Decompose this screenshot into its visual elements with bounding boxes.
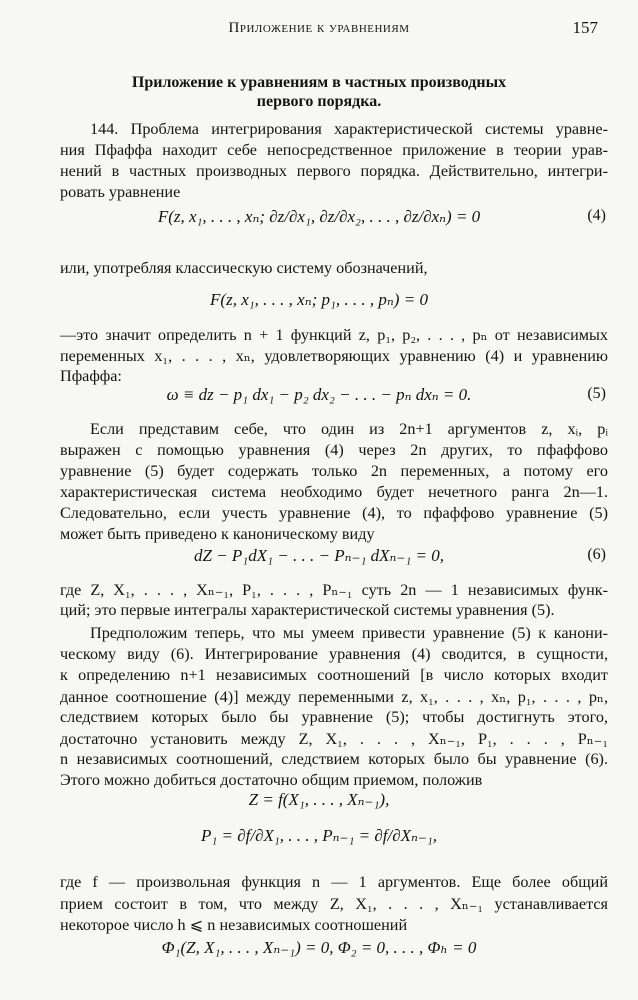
text-line: уравнение (5) будет содержать только 2n переменных, а потому его — [60, 462, 608, 480]
text-line: ций; это первые интегралы характеристической системы уравнения (5). — [60, 601, 555, 619]
text-line: ния Пфаффа находит себе непосредственное приложение в теории урав- — [60, 141, 608, 159]
text-line: нений в частных производных первого порядка. Действительно, интегри- — [60, 162, 608, 180]
text-line: выражен с помощью уравнения (4) через 2n других, то пфаффово — [60, 441, 608, 459]
text-line: характеристическая система необходимо будет нечетного ранга 2n—1. — [60, 483, 608, 501]
text-line: некоторое число h ⩽ n независимых соотношений — [60, 916, 408, 934]
text-line: Пфаффа: — [60, 367, 122, 385]
text-line: n независимых соотношений, следствием которых было бы уравнение (6). — [60, 750, 608, 768]
text-line: достаточно установить между Z, X₁, . . . , Xₙ₋₁, P₁, . . . , Pₙ₋₁ — [60, 730, 608, 748]
text-line: переменных x₁, . . . , xₙ, удовлетворяющих уравнению (4) и уравнению — [60, 347, 608, 365]
text-line: следствием которых было бы уравнение (5); чтобы достигнуть этого, — [60, 708, 608, 726]
text-line: Следовательно, если учесть уравнение (4), то пфаффово уравнение (5) — [60, 504, 608, 522]
text-line: Предположим теперь, что мы умеем привести уравнение (5) к канони- — [90, 624, 608, 642]
text-line: Этого можно добиться достаточно общим приемом, положив — [60, 771, 483, 789]
equation: ω ≡ dz − p₁ dx₁ − p₂ dx₂ − . . . − pₙ dxₙ = 0. — [166, 385, 472, 404]
equation: F(z, x₁, . . . , xₙ; ∂z/∂x₁, ∂z/∂x₂, . . . , ∂z/∂xₙ) = 0 — [157, 207, 481, 226]
text-line: 144. Проблема интегрирования характеристической системы уравне- — [90, 120, 608, 138]
equation-number: (5) — [587, 385, 606, 402]
text-line: ровать уравнение — [60, 183, 181, 201]
equation-number: (4) — [587, 207, 606, 224]
equation: F(z, x₁, . . . , xₙ; p₁, . . . , pₙ) = 0 — [210, 290, 428, 309]
text-line: где f — произвольная функция n — 1 аргументов. Еще более общий — [60, 873, 608, 891]
text-line: ческому виду (6). Интегрирование уравнения (4) сводится, в сущности, — [60, 645, 608, 663]
text-line: где Z, X₁, . . . , Xₙ₋₁, P₁, . . . , Pₙ₋₁ суть 2n — 1 независимых функ- — [60, 581, 608, 599]
equation: P₁ = ∂f/∂X₁, . . . , Pₙ₋₁ = ∂f/∂Xₙ₋₁, — [200, 826, 438, 845]
text-line: Если представим себе, что один из 2n+1 аргументов z, xᵢ, pᵢ — [90, 420, 608, 438]
text-line: данное соотношение (4)] между переменными z, x₁, . . . , xₙ, p₁, . . . , pₙ, — [60, 688, 608, 706]
section-title-line-2: первого порядка. — [256, 93, 382, 110]
page-number: 157 — [572, 18, 598, 37]
text-line: прием состоит в том, что между Z, X₁, . . . , Xₙ₋₁ устанавливается — [60, 895, 608, 913]
equation: Z = f(X₁, . . . , Xₙ₋₁), — [248, 790, 390, 809]
text-line: к определению n+1 независимых соотношений [в число которых входит — [60, 666, 608, 684]
text-line: или, употребляя классическую систему обозначений, — [60, 259, 428, 277]
text-line: —это значит определить n + 1 функций z, p₁, p₂, . . . , pₙ от независимых — [60, 326, 608, 344]
equation: dZ − P₁dX₁ − . . . − Pₙ₋₁ dXₙ₋₁ = 0, — [194, 546, 444, 565]
running-head: Приложение к уравнениям — [228, 20, 410, 36]
section-title-line-1: Приложение к уравнениям в частных производных — [131, 74, 507, 91]
equation: Φ₁(Z, X₁, . . . , Xₙ₋₁) = 0, Φ₂ = 0, . . . , Φₕ = 0 — [161, 938, 477, 957]
text-line: может быть приведено к каноническому виду — [60, 525, 375, 543]
equation-number: (6) — [587, 546, 606, 563]
